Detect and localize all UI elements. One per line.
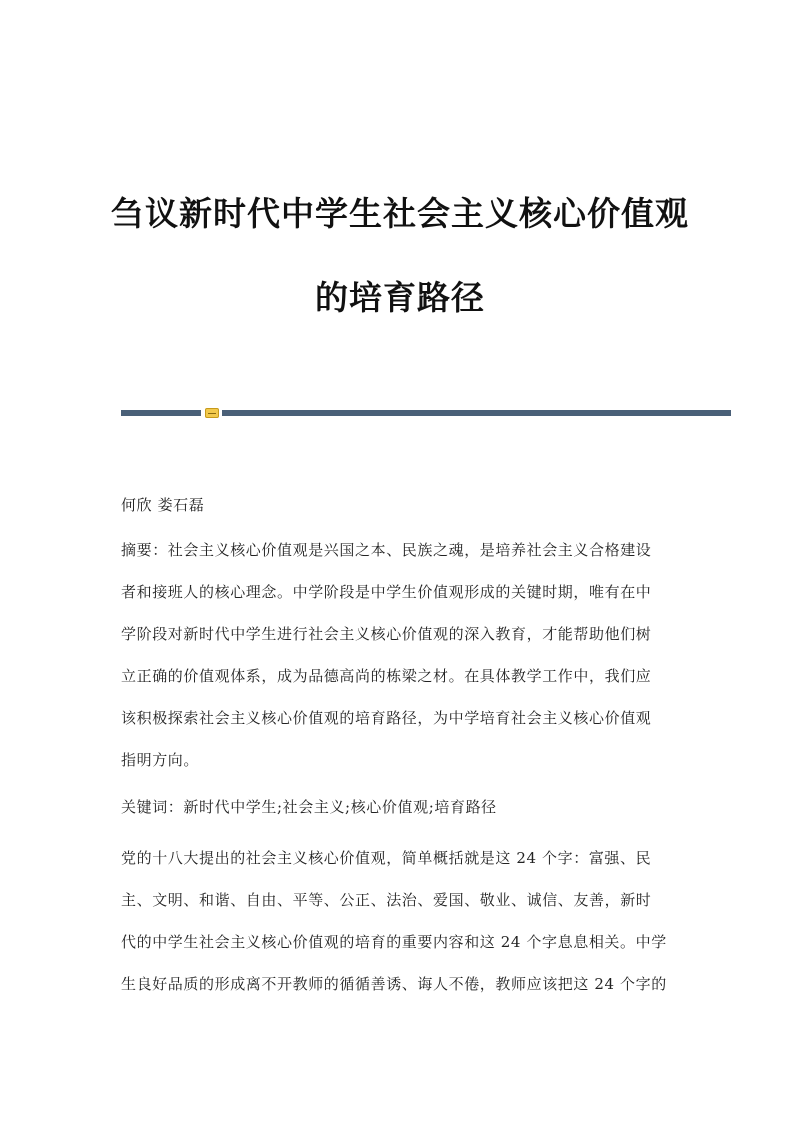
body-line: 生良好品质的形成离不开教师的循循善诱、诲人不倦，教师应该把这 24 个字的 <box>121 975 667 993</box>
document-title-line-2: 的培育路径 <box>315 278 485 317</box>
body-line: 代的中学生社会主义核心价值观的培育的重要内容和这 24 个字息息相关。中学 <box>121 933 667 951</box>
document-icon <box>205 408 219 418</box>
document-title-line-1: 刍议新时代中学生社会主义核心价值观 <box>111 194 689 233</box>
body-line: 主、文明、和谐、自由、平等、公正、法治、爱国、敬业、诚信、友善，新时 <box>121 891 652 909</box>
title-divider <box>121 408 731 416</box>
divider-bar-right <box>222 410 731 416</box>
abstract-line: 立正确的价值观体系，成为品德高尚的栋梁之材。在具体教学工作中，我们应 <box>121 667 652 685</box>
abstract-line: 摘要：社会主义核心价值观是兴国之本、民族之魂，是培养社会主义合格建设 <box>121 541 652 559</box>
divider-bar-left <box>121 410 201 416</box>
abstract-line: 学阶段对新时代中学生进行社会主义核心价值观的深入教育，才能帮助他们树 <box>121 625 652 643</box>
abstract-line: 该积极探索社会主义核心价值观的培育路径，为中学培育社会主义核心价值观 <box>121 709 652 727</box>
body-line: 党的十八大提出的社会主义核心价值观，简单概括就是这 24 个字：富强、民 <box>121 849 652 867</box>
abstract-line: 者和接班人的核心理念。中学阶段是中学生价值观形成的关键时期，唯有在中 <box>121 583 652 601</box>
keywords: 关键词：新时代中学生;社会主义;核心价值观;培育路径 <box>121 798 497 816</box>
abstract-line: 指明方向。 <box>121 751 200 769</box>
authors: 何欣 娄石磊 <box>121 496 205 514</box>
